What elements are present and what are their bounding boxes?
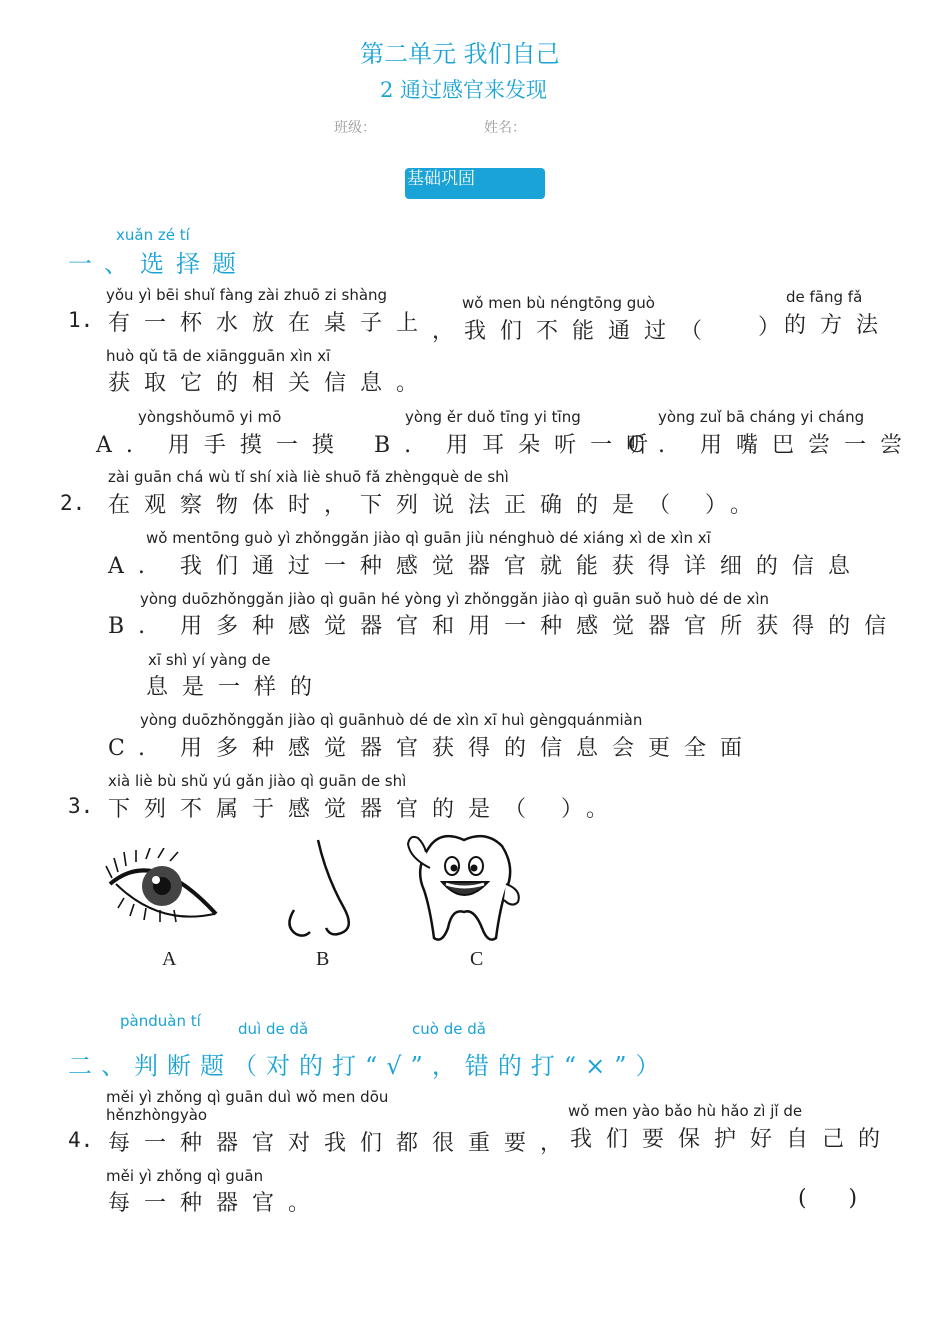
q3-text: 下列不属于感觉器官的是（ ）。: [108, 797, 622, 822]
q2-option-c[interactable]: C. 用多种感觉器官获得的信息会更全面: [108, 736, 757, 761]
class-label: 班级：: [334, 120, 376, 136]
lesson-title: 2 通过感官来发现: [380, 78, 548, 102]
option-c-caption: C: [470, 948, 484, 970]
q2-opt-a-pinyin: wǒ mentōng guò yì zhǒnggǎn jiào qì guān jiù nénghuò dé xiáng xì de xìn xī: [146, 529, 711, 547]
eye-icon[interactable]: [104, 848, 224, 938]
q1-opt-a-pinyin: yòngshǒumō yi mō: [138, 408, 282, 426]
q1-opt-b-pinyin: yòng ěr duǒ tīng yi tīng: [405, 408, 581, 426]
section-badge: 基础巩固: [405, 168, 545, 199]
q2-opt-b2-pinyin: xī shì yí yàng de: [148, 651, 271, 669]
q2-opt-c-pinyin: yòng duōzhǒnggǎn jiào qì guānhuò dé de xìn xī huì gèngquánmiàn: [140, 711, 643, 729]
section2-title: 二、判断题（对的打“√”，错的打“×”）: [68, 1052, 669, 1080]
q4-line2-text: 每一种器官。: [108, 1191, 325, 1216]
section2-pinyin-c: cuò de dǎ: [412, 1020, 486, 1038]
q1-line2-text: 获取它的相关信息。: [108, 371, 433, 396]
q4-pinyin-a2: hěnzhòngyào: [106, 1106, 208, 1124]
q4-text-a: 每一种器官对我们都很重要，: [108, 1131, 577, 1156]
section1-title: 一、选择题: [68, 250, 248, 278]
option-a-caption: A: [162, 948, 177, 970]
q4-number: 4.: [68, 1128, 94, 1152]
q4-answer-paren[interactable]: ( ): [798, 1186, 858, 1211]
q1-line2-pinyin: huò qǔ tā de xiāngguān xìn xī: [106, 347, 331, 365]
q1-opt-c-pinyin: yòng zuǐ bā cháng yi cháng: [658, 408, 865, 426]
q1-comma: ，: [432, 319, 469, 344]
q1-paren-close: ）: [758, 315, 795, 340]
q1-number: 1.: [68, 308, 94, 332]
q1-option-b[interactable]: B. 用耳朵听一听: [374, 433, 663, 458]
q3-number: 3.: [68, 794, 94, 818]
q1-pinyin-c: de fāng fǎ: [786, 288, 863, 306]
q1-pinyin-b: wǒ men bù néngtōng guò: [462, 294, 655, 312]
q2-option-b-cont: 息是一样的: [146, 675, 327, 700]
option-b-caption: B: [316, 948, 330, 970]
nose-icon[interactable]: [282, 836, 362, 946]
q1-text-c: 的方法: [784, 313, 893, 338]
q2-number: 2.: [60, 491, 86, 515]
q1-option-a[interactable]: A. 用手摸一摸: [96, 433, 348, 458]
q1-pinyin-a: yǒu yì bēi shuǐ fàng zài zhuō zi shàng: [106, 286, 388, 304]
q2-pinyin: zài guān chá wù tǐ shí xià liè shuō fǎ zhèngquè de shì: [108, 468, 509, 486]
q4-text-b: 我们要保护好自己的: [570, 1127, 895, 1152]
tooth-icon[interactable]: [402, 828, 526, 944]
section2-pinyin-a: pànduàn tí: [120, 1012, 201, 1030]
q1-text-a: 有一杯水放在桌子上: [108, 311, 433, 336]
q4-pinyin-a: měi yì zhǒng qì guān duì wǒ men dōu: [106, 1088, 389, 1106]
unit-title: 第二单元 我们自己: [360, 40, 560, 68]
q4-pinyin-b: wǒ men yào bǎo hù hǎo zì jǐ de: [568, 1102, 803, 1120]
section2-pinyin-b: duì de dǎ: [238, 1020, 309, 1038]
q2-option-a[interactable]: A. 我们通过一种感觉器官就能获得详细的信息: [108, 554, 864, 579]
name-label: 姓名：: [484, 120, 526, 136]
q2-text: 在观察物体时，下列说法正确的是（ ）。: [108, 493, 766, 518]
q3-pinyin: xià liè bù shǔ yú gǎn jiào qì guān de shì: [108, 772, 407, 790]
q4-line2-pinyin: měi yì zhǒng qì guān: [106, 1167, 264, 1185]
q2-opt-b-pinyin: yòng duōzhǒnggǎn jiào qì guān hé yòng yì zhǒnggǎn jiào qì guān suǒ huò dé de xìn: [140, 590, 770, 608]
section1-pinyin: xuǎn zé tí: [116, 226, 190, 244]
q1-option-c[interactable]: C. 用嘴巴尝一尝: [628, 433, 917, 458]
q2-option-b[interactable]: B. 用多种感觉器官和用一种感觉器官所获得的信: [108, 614, 901, 639]
q1-text-b: 我们不能通过（: [464, 319, 717, 344]
